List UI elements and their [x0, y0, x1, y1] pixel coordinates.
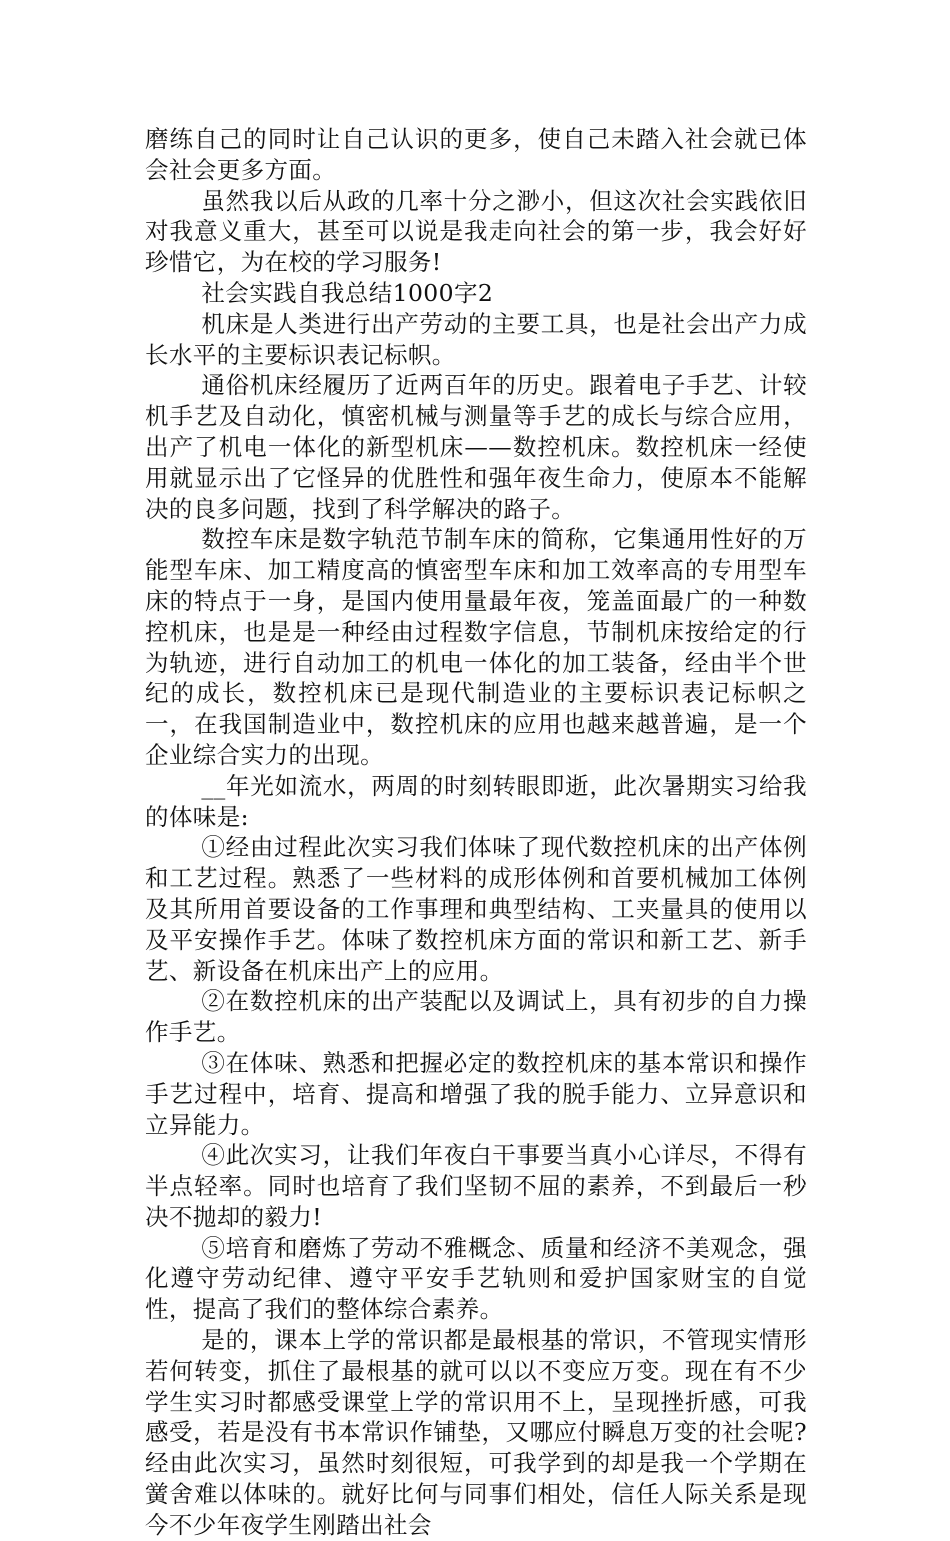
list-item: ⑤培育和磨炼了劳动不雅概念、质量和经济不美观念，强化遵守劳动纪律、遵守平安手艺轨则和爱护国家财宝的自觉性，提高了我们的整体综合素养。: [145, 1233, 807, 1324]
document-body: [145, 124, 807, 1541]
paragraph: 通俗机床经履历了近两百年的历史。跟着电子手艺、计较机手艺及自动化，慎密机械与测量等手艺的成长与综合应用，出产了机电一体化的新型机床——数控机床。数控机床一经使用就显示出了它怪异的优胜性和强年夜生命力，使原本不能解决的良多问题，找到了科学解决的路子。: [145, 371, 807, 523]
paragraph: __年光如流水，两周的时刻转眼即逝，此次暑期实习给我的体味是:: [145, 771, 807, 831]
paragraph: 机床是人类进行出产劳动的主要工具，也是社会出产力成长水平的主要标识表记标帜。: [145, 309, 807, 369]
list-item: ④此次实习，让我们年夜白干事要当真小心详尽，不得有半点轻率。同时也培育了我们坚韧不屈的素养，不到最后一秒决不抛却的毅力!: [145, 1141, 807, 1231]
list-item: ②在数控机床的出产装配以及调试上，具有初步的自力操作手艺。: [145, 987, 807, 1047]
paragraph: 磨练自己的同时让自己认识的更多，使自己未踏入社会就已体会社会更多方面。: [145, 125, 807, 184]
paragraph: 数控车床是数字轨范节制车床的简称，它集通用性好的万能型车床、加工精度高的慎密型车床和加工效率高的专用型车床的特点于一身，是国内使用量最年夜，笼盖面最广的一种数控机床，也是是一种经由过程数字信息，节制机床按给定的行为轨迹，进行自动加工的机电一体化的加工装备，经由半个世纪的成长，数控机床已是现代制造业的主要标识表记标帜之一，在我国制造业中，数控机床的应用也越来越普遍，是一个企业综合实力的出现。: [145, 525, 807, 769]
list-item: ③在体味、熟悉和把握必定的数控机床的基本常识和操作手艺过程中，培育、提高和增强了我的脱手能力、立异意识和立异能力。: [145, 1048, 807, 1139]
paragraph: 虽然我以后从政的几率十分之渺小，但这次社会实践依旧对我意义重大，甚至可以说是我走向社会的第一步，我会好好珍惜它，为在校的学习服务!: [145, 186, 807, 277]
list-item: ①经由过程此次实习我们体味了现代数控机床的出产体例和工艺过程。熟悉了一些材料的成形体例和首要机械加工体例及其所用首要设备的工作事理和典型结构、工夹量具的使用以及平安操作手艺。体味了数控机床方面的常识和新工艺、新手艺、新设备在机床出产上的应用。: [145, 833, 807, 985]
section-heading: 社会实践自我总结1000字2: [201, 278, 494, 307]
paragraph: 是的，课本上学的常识都是最根基的常识，不管现实情形若何转变，抓住了最根基的就可以以不变应万变。现在有不少学生实习时都感受课堂上学的常识用不上，呈现挫折感，可我感受，若是没有书本常识作铺垫，又哪应付瞬息万变的社会呢?经由此次实习，虽然时刻很短，可我学到的却是我一个学期在黉舍难以体味的。就好比何与同事们相处，信任人际关系是现今不少年夜学生刚踏出社会: [145, 1326, 807, 1539]
